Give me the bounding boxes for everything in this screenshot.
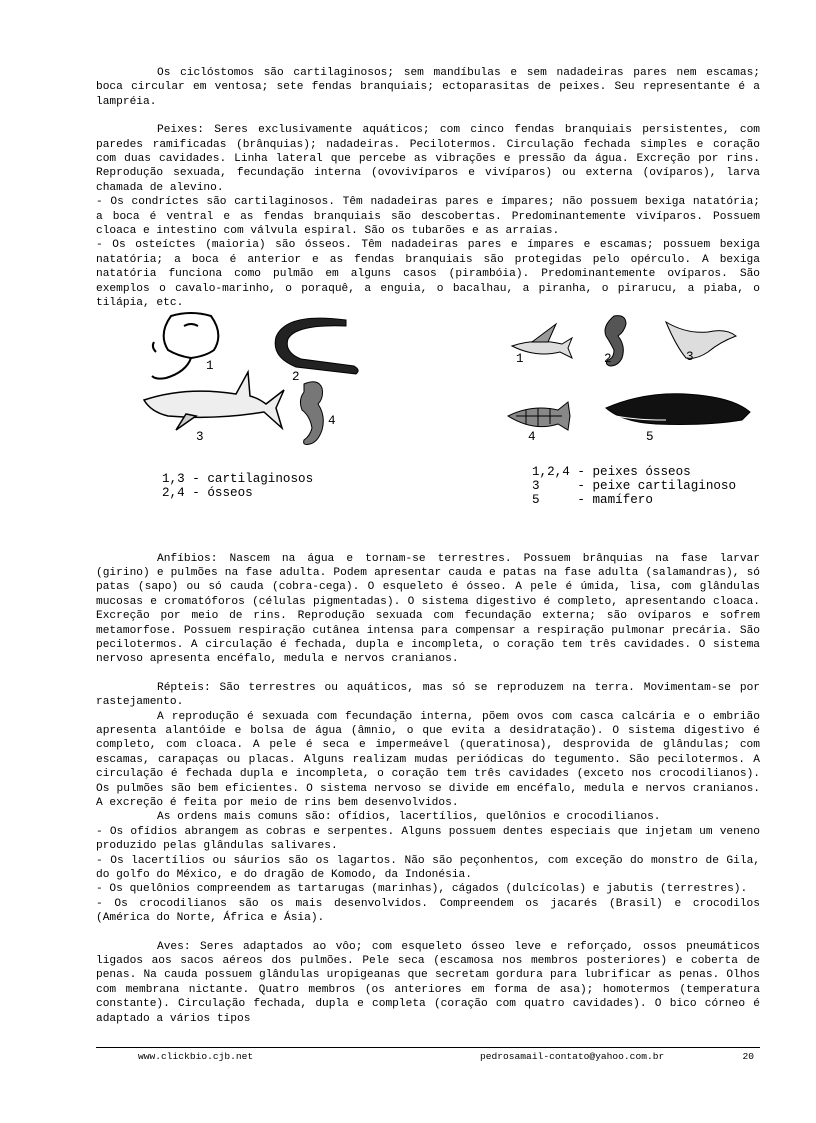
paragraph-ciclostomos: Os ciclóstomos são cartilaginosos; sem mandíbulas e sem nadadeiras pares nem escamas; boca circular em ventosa; sete fendas branquiais; ectoparasitas de peixes. Seu representante é a lampréia. <box>96 67 760 108</box>
footer-site-link[interactable]: www.clickbio.cjb.net <box>138 1051 254 1062</box>
whale-drawing <box>606 393 750 424</box>
paragraph-ofidios: - Os ofídios abrangem as cobras e serpentes. Alguns possuem dentes especiais que injetam um veneno produzido pelas glândulas salivares. <box>96 825 760 853</box>
left-number-1: 1 <box>206 358 214 373</box>
paragraph-repteis-intro: Répteis: São terrestres ou aquáticos, mas só se reproduzem na terra. Movimentam-se por rastejamento. <box>96 681 760 709</box>
left-number-2: 2 <box>292 369 300 384</box>
page-footer <box>96 1047 760 1065</box>
right-number-3: 3 <box>686 349 694 364</box>
shark-drawing <box>144 372 284 430</box>
left-number-4: 4 <box>328 413 336 428</box>
page-number: 20 <box>742 1051 754 1062</box>
document-page <box>96 66 760 1026</box>
footer-email-link[interactable]: pedrosamail-contato@yahoo.com.br <box>480 1051 665 1062</box>
right-number-2: 2 <box>604 351 612 366</box>
eel-drawing <box>275 318 358 374</box>
left-number-3: 3 <box>196 429 204 444</box>
paragraph-condrictes: - Os condríctes são cartilaginosos. Têm nadadeiras pares e ímpares; não possuem bexiga natatória; a boca é ventral e as fendas branquiais são descobertas. Predominantemente vivíparos. Possuem cloaca e intestino com válvula espiral. São os tubarões e as arraias. <box>96 196 760 238</box>
right-caption-line-1: 1,2,4 - peixes ósseos <box>532 464 691 479</box>
right-number-5: 5 <box>646 429 654 444</box>
paragraph-aves: Aves: Seres adaptados ao vôo; com esqueleto ósseo leve e reforçado, ossos pneumáticos ligados aos sacos aéreos dos pulmões. Pele seca (escamosa nos membros posteriores) e coberta de penas. Na cauda possuem glândulas uropigeanas que secretam gordura para lubrificar as penas. Olhos com membrana nictante. Quatro membros (os anteriores em forma de asa); homotermos (temperatura constante). Circulação fechada, dupla e completa (coração com quatro cavidades). O bico córneo é adaptado a vários tipos <box>96 940 760 1025</box>
paragraph-osteictes: - Os osteíctes (maioria) são ósseos. Têm nadadeiras pares e ímpares e escamas; possuem bexiga natatória; a boca é anterior e as fendas branquiais são protegidas pelo opérculo. A bexiga natatória funciona como pulmão em alguns casos (pirambóia). Predominantemente ovíparos. São exemplos o cavalo-marinho, o poraquê, a enguia, o bacalhau, a piranha, o pirarucu, a piaba, o tilápia, etc. <box>96 239 760 310</box>
coelacanth-drawing <box>508 402 570 430</box>
paragraph-repteis-reproducao: A reprodução é sexuada com fecundação interna, põem ovos com casca calcária e o embrião apresenta alantóide e bolsa de água (âmnio, o que evita a desidratação). O sistema digestivo é completo, com cloaca. A pele é seca e impermeável (queratinosa), desprovida de glândulas; com escamas, carapaças ou placas. Alguns realizam mudas periódicas do tegumento. São pecilotermos. A circulação é fechada dupla e incompleta, o coração tem três cavidades (exceto nos crocodilianos). Os pulmões são bem eficientes. O sistema nervoso se divide em encéfalo, medula e nervos cranianos. A excreção é feita por meio de rins bem desenvolvidos. <box>96 710 760 809</box>
left-caption-line-1: 1,3 - cartilaginosos <box>162 471 314 486</box>
paragraph-repteis-ordens: As ordens mais comuns são: ofídios, lacertílios, quelônios e crocodilianos. <box>157 811 661 824</box>
left-caption-line-2: 2,4 - ósseos <box>162 485 253 500</box>
manta-ray-drawing <box>666 322 736 358</box>
paragraph-quelonios: - Os quelônios compreendem as tartarugas (marinhas), cágados (dulcícolas) e jabutis (terrestres). <box>96 883 748 896</box>
right-caption-line-2: 3 - peixe cartilaginoso <box>532 478 737 493</box>
right-caption-line-3: 5 - mamífero <box>532 492 653 507</box>
paragraph-crocodilianos: - Os crocodilianos são os mais desenvolvidos. Compreendem os jacarés (Brasil) e crocodilos (América do Norte, África e Ásia). <box>96 897 760 925</box>
right-number-1: 1 <box>516 351 524 366</box>
paragraph-peixes: Peixes: Seres exclusivamente aquáticos; com cinco fendas branquiais persistentes, com paredes ramificadas (brânquias); nadadeiras. Pecilotermos. Circulação fechada simples e coração com duas cavidades. Linha lateral que percebe as vibrações e pressão da água. Excreção por rins. Reprodução sexuada, fecundação interna (ovovivíparos e vivíparos) ou externa (ovíparos), larva chamada de alevino. <box>96 124 760 194</box>
seahorse-drawing <box>300 381 323 444</box>
paragraph-anfibios: Anfíbios: Nascem na água e tornam-se terrestres. Possuem brânquias na fase larvar (girino) e pulmões na fase adulta. Podem apresentar cauda e patas na fase adulta (salamandras), só patas (sapo) ou só cauda (cobra-cega). O esqueleto é ósseo. A pele é úmida, lisa, com glândulas mucosas e cromatóforos (células pigmentadas). O sistema digestivo é completo, apresentando cloaca. Excreção por meio de rins. Reprodução sexuada com fecundação externa; são ovíparos e sofrem metamorfose. Possuem respiração cutânea intensa para compensar a respiração pulmonar precária. São pecilotermos. A circulação é fechada, dupla e incompleta, o coração tem três cavidades. O sistema nervoso apresenta encéfalo, medula e nervos cranianos. <box>96 552 760 666</box>
paragraph-lacertilios: - Os lacertílios ou sáurios são os lagartos. Não são peçonhentos, com exceção do monstro de Gila, do golfo do México, e do dragão de Komodo, da Indonésia. <box>96 854 760 882</box>
fish-illustrations <box>96 312 760 552</box>
right-number-4: 4 <box>528 429 536 444</box>
